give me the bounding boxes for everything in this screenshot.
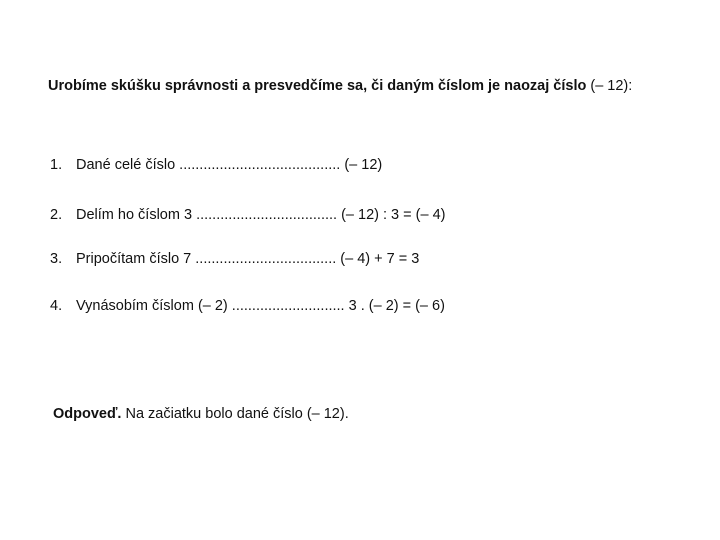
step-text: Pripočítam číslo 7 ................................... (– 4) + 7 = 3 [76, 251, 420, 267]
step-3 [50, 251, 419, 267]
answer-line [53, 406, 349, 422]
intro-sentence [48, 78, 632, 94]
step-number: 4. [50, 298, 63, 314]
answer-text: Na začiatku bolo dané číslo (– 12). [125, 406, 349, 422]
step-text: Delím ho číslom 3 ................................... (– 12) : 3 = (– 4) [76, 207, 446, 223]
step-1 [50, 157, 382, 173]
step-number: 3. [50, 251, 63, 267]
answer-label: Odpoveď. [53, 406, 122, 422]
intro-bold-text: Urobíme skúšku správnosti a presvedčíme sa, či daným číslom je naozaj číslo [48, 78, 587, 94]
step-text: Vynásobím číslom (– 2) ............................ 3 . (– 2) = (– 6) [76, 298, 445, 314]
step-number: 2. [50, 207, 63, 223]
intro-value: (– 12): [590, 78, 633, 94]
step-4 [50, 298, 445, 314]
step-number: 1. [50, 157, 63, 173]
step-2 [50, 207, 445, 223]
step-text: Dané celé číslo ........................................ (– 12) [76, 157, 383, 173]
